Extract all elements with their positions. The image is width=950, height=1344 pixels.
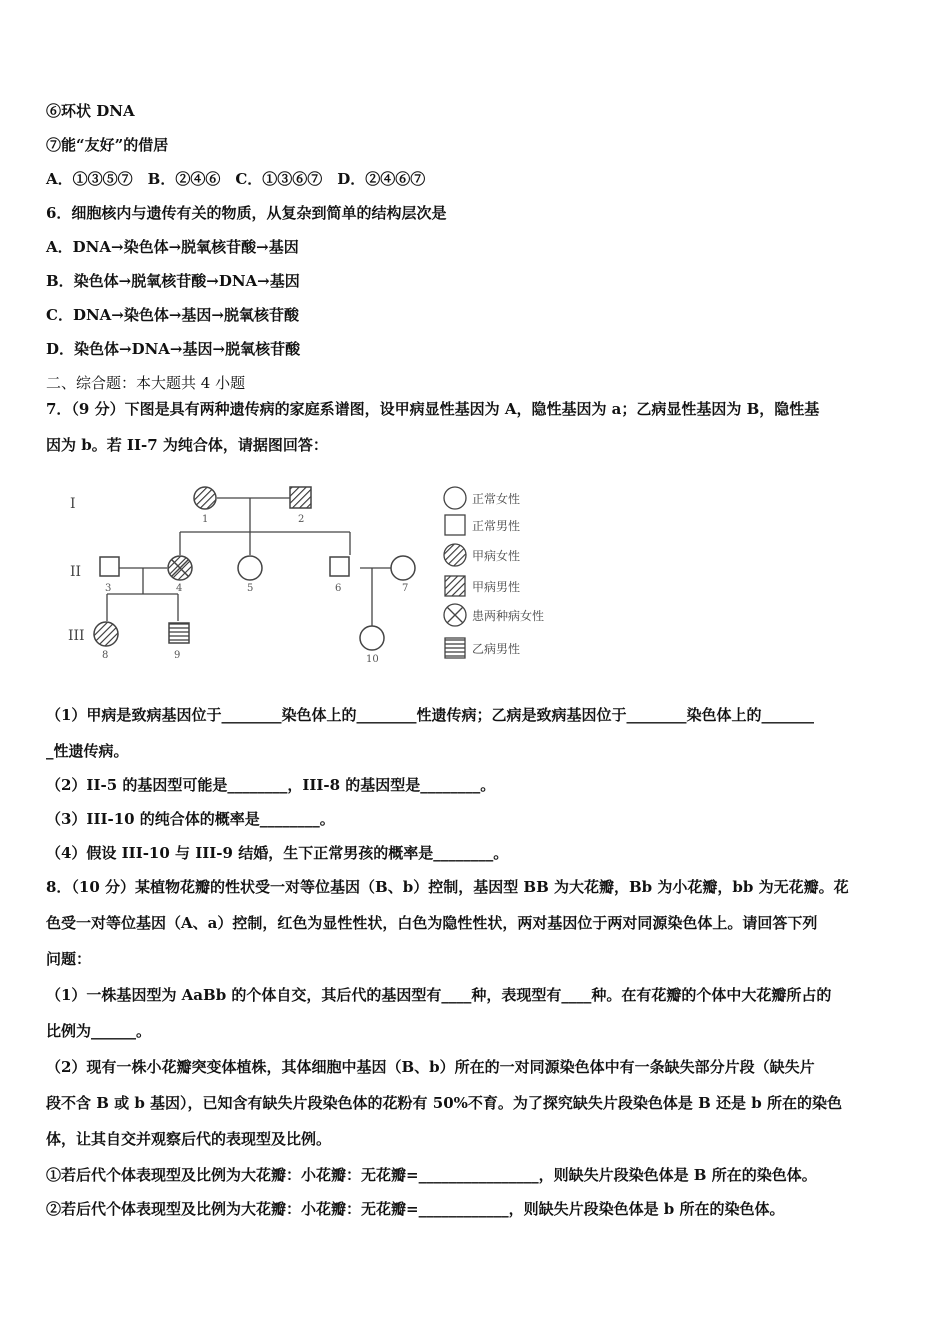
svg-text:8: 8 bbox=[102, 650, 109, 661]
individual-2 bbox=[290, 487, 311, 508]
question-8-stem: 8．（10 分）某植物花瓣的性状受一对等位基因（B、b）控制，基因型 BB 为大花瓣，Bb 为小花瓣，bb 为无花瓣。花 bbox=[46, 878, 849, 896]
text-line: ⑥环状 DNA bbox=[46, 102, 135, 120]
question-7-stem-cont: 因为 b。若 II-7 为纯合体，请据图回答： bbox=[46, 436, 328, 454]
svg-text:5: 5 bbox=[247, 583, 254, 594]
option-c: C．DNA→染色体→基因→脱氧核苷酸 bbox=[46, 306, 300, 324]
svg-text:I: I bbox=[70, 496, 76, 512]
option-a: A．DNA→染色体→脱氧核苷酸→基因 bbox=[46, 238, 299, 256]
question-6-stem: 6．细胞核内与遗传有关的物质，从复杂到简单的结构层次是 bbox=[46, 204, 447, 222]
question-7-part-2: （2）II-5 的基因型可能是________，III-8 的基因型是________。 bbox=[46, 776, 496, 794]
svg-text:2: 2 bbox=[298, 514, 305, 525]
individual-6 bbox=[330, 557, 349, 576]
question-7-part-1: （1）甲病是致病基因位于________染色体上的________性遗传病；乙病是致病基因位于________染色体上的_______ bbox=[46, 706, 814, 724]
generation-labels bbox=[68, 496, 85, 644]
option-d: D．染色体→DNA→基因→脱氧核苷酸 bbox=[46, 340, 301, 358]
question-8-part-2-cont: 体，让其自交并观察后代的表现型及比例。 bbox=[46, 1130, 332, 1148]
svg-text:乙病男性: 乙病男性 bbox=[472, 642, 521, 656]
svg-text:1: 1 bbox=[202, 514, 209, 525]
question-8-case-2: ②若后代个体表现型及比例为大花瓣：小花瓣：无花瓣=____________，则缺失片段染色体是 b 所在的染色体。 bbox=[46, 1200, 785, 1218]
svg-text:正常女性: 正常女性 bbox=[472, 492, 521, 506]
svg-text:6: 6 bbox=[335, 583, 342, 594]
question-8-part-1: （1）一株基因型为 AaBb 的个体自交，其后代的基因型有____种，表现型有____种。在有花瓣的个体中大花瓣所占的 bbox=[46, 986, 832, 1004]
svg-text:II: II bbox=[70, 564, 82, 580]
question-8-part-2-cont: 段不含 B 或 b 基因），已知含有缺失片段染色体的花粉有 50%不育。为了探究缺失片段染色体是 B 还是 b 所在的染色 bbox=[46, 1094, 842, 1112]
question-8-part-1-cont: 比例为______。 bbox=[46, 1022, 152, 1040]
svg-text:甲病女性: 甲病女性 bbox=[472, 549, 521, 563]
pedigree-chart bbox=[60, 478, 590, 673]
individual-5 bbox=[238, 556, 262, 580]
individual-10 bbox=[360, 626, 384, 650]
svg-text:9: 9 bbox=[174, 650, 181, 661]
question-7-stem: 7．（9 分）下图是具有两种遗传病的家庭系谱图，设甲病显性基因为 A，隐性基因为 a；乙病显性基因为 B，隐性基 bbox=[46, 400, 820, 418]
question-7-part-4: （4）假设 III-10 与 III-9 结婚，生下正常男孩的概率是________。 bbox=[46, 844, 509, 862]
question-8-part-2: （2）现有一株小花瓣突变体植株，其体细胞中基因（B、b）所在的一对同源染色体中有一条缺失部分片段（缺失片 bbox=[46, 1058, 815, 1076]
section-heading: 二、综合题：本大题共 4 小题 bbox=[46, 374, 246, 392]
svg-text:3: 3 bbox=[105, 583, 112, 594]
pedigree-legend bbox=[444, 487, 466, 658]
individual-9 bbox=[169, 623, 189, 643]
svg-text:甲病男性: 甲病男性 bbox=[472, 580, 521, 594]
question-8-case-1: ①若后代个体表现型及比例为大花瓣：小花瓣：无花瓣=________________，则缺失片段染色体是 B 所在的染色体。 bbox=[46, 1166, 817, 1184]
individual-1 bbox=[194, 487, 216, 509]
individual-7 bbox=[391, 556, 415, 580]
text-line: ⑦能“友好”的借居 bbox=[46, 136, 169, 154]
individual-8 bbox=[94, 622, 118, 646]
svg-text:10: 10 bbox=[366, 654, 379, 665]
svg-text:正常男性: 正常男性 bbox=[472, 519, 521, 533]
question-8-stem-cont: 色受一对等位基因（A、a）控制，红色为显性性状，白色为隐性性状，两对基因位于两对同源染色体上。请回答下列 bbox=[46, 914, 818, 932]
individual-3 bbox=[100, 557, 119, 576]
svg-text:4: 4 bbox=[176, 583, 183, 594]
pedigree-legend-labels bbox=[472, 491, 544, 656]
text-line: A．①③⑤⑦ B．②④⑥ C．①③⑥⑦ D．②④⑥⑦ bbox=[46, 170, 426, 188]
svg-text:患两种病女性: 患两种病女性 bbox=[472, 609, 545, 623]
svg-text:7: 7 bbox=[402, 583, 409, 594]
question-7-part-3: （3）III-10 的纯合体的概率是________。 bbox=[46, 810, 335, 828]
question-7-part-1-cont: _性遗传病。 bbox=[46, 742, 129, 760]
svg-text:III: III bbox=[68, 628, 85, 644]
individual-4 bbox=[168, 556, 192, 580]
option-b: B．染色体→脱氧核苷酸→DNA→基因 bbox=[46, 272, 300, 290]
question-8-stem-cont: 问题： bbox=[46, 950, 92, 968]
